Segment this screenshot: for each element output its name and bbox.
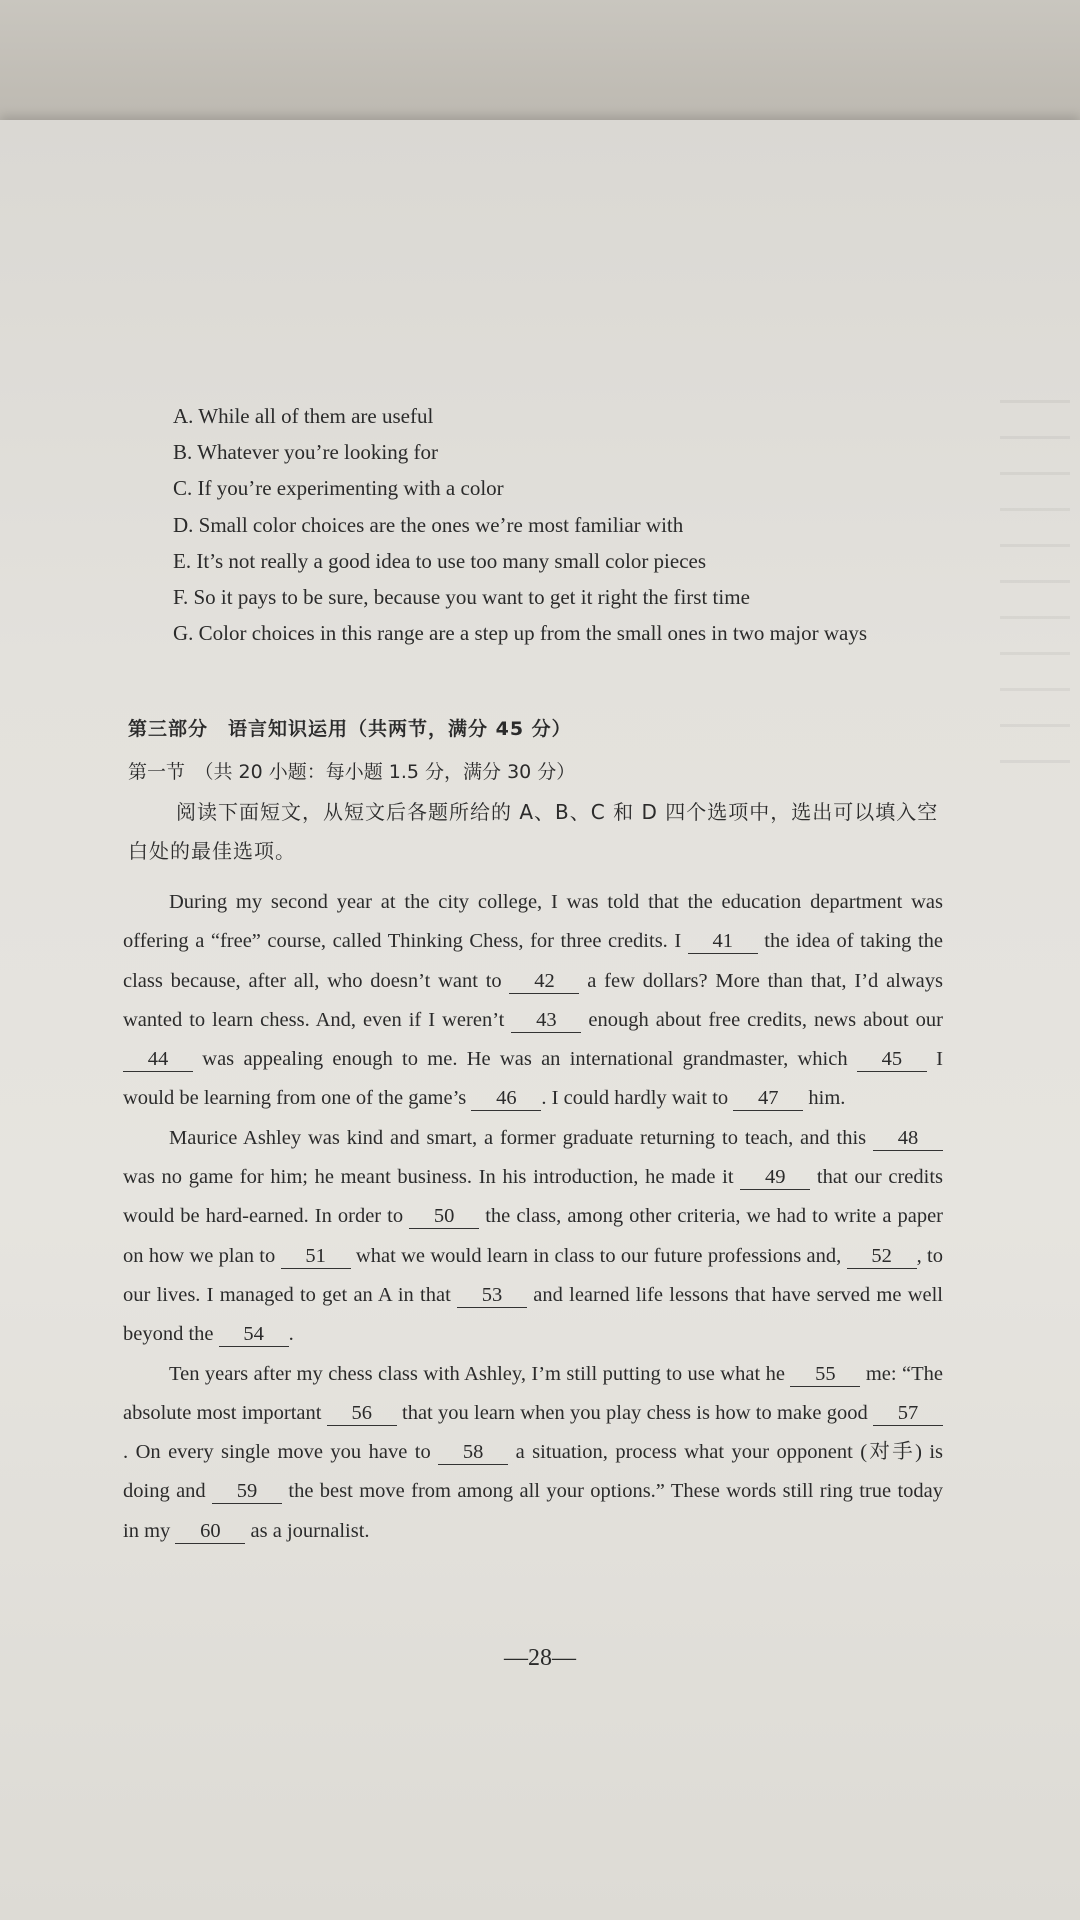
blank-53: 53 — [457, 1283, 527, 1308]
passage-text: . — [288, 1323, 294, 1346]
cloze-passage — [123, 883, 943, 1551]
passage-text: Ten years after my chess class with Ashley, I’m still putting to use what he — [169, 1362, 791, 1385]
passage-text: was no game for him; he meant business. In his introduction, he made it — [123, 1166, 741, 1189]
paragraph-2 — [123, 1119, 943, 1355]
blank-54: 54 — [219, 1322, 289, 1347]
paragraph-1 — [123, 883, 943, 1119]
option-d: D. Small color choices are the ones we’re most familiar with — [173, 512, 684, 537]
blank-47: 47 — [733, 1086, 803, 1111]
blank-52: 52 — [847, 1244, 917, 1269]
passage-text: . I could hardly wait to — [541, 1087, 734, 1110]
directions-text: 阅读下面短文，从短文后各题所给的 A、B、C 和 D 四个选项中，选出可以填入空白处的最佳选项。 — [128, 800, 939, 863]
passage-text: , to our lives. I managed to get an A in that — [123, 1244, 944, 1306]
blank-58: 58 — [438, 1440, 508, 1465]
passage-text: was appealing enough to me. He was an international grandmaster, which — [193, 1048, 857, 1071]
blank-59: 59 — [212, 1479, 282, 1504]
blank-55: 55 — [790, 1362, 860, 1387]
option-a: A. While all of them are useful — [173, 404, 434, 428]
passage-text: the best move from among all your options.” These words still ring true today in my — [123, 1480, 943, 1542]
passage-text: enough about free credits, news about our — [581, 1008, 944, 1031]
passage-text: a situation, process what your opponent (对手) is doing and — [123, 1441, 944, 1503]
paragraph-3 — [123, 1355, 943, 1551]
blank-57: 57 — [873, 1401, 943, 1426]
passage-text: a few dollars? More than that, I’d always wanted to learn chess. And, even if I weren’t — [123, 969, 943, 1031]
passage-text: what we would learn in class to our future professions and, — [350, 1244, 847, 1267]
blank-49: 49 — [740, 1165, 810, 1190]
passage-text: the idea of taking the class because, after all, who doesn’t want to — [123, 930, 943, 992]
bleed-through-text — [1000, 400, 1070, 780]
blank-50: 50 — [409, 1204, 479, 1229]
blank-43: 43 — [511, 1008, 581, 1033]
passage-text: that our credits would be hard-earned. In order to — [123, 1166, 943, 1228]
option-g: G. Color choices in this range are a step up from the small ones in two major ways — [173, 621, 868, 646]
passage-text: Maurice Ashley was kind and smart, a former graduate returning to teach, and this — [169, 1126, 873, 1149]
page-number: —28— — [504, 1645, 576, 1671]
option-b: B. Whatever you’re looking for — [173, 440, 438, 465]
option-f: F. So it pays to be sure, because you want to get it right the first time — [173, 585, 750, 610]
part-heading: 第三部分 语言知识运用（共两节，满分 45 分） — [128, 718, 572, 740]
blank-42: 42 — [509, 969, 579, 994]
passage-text: During my second year at the city college, I was told that the education department was offering a “free” course, called Thinking Chess, for three credits. I — [123, 891, 943, 953]
passage-text: me: “The absolute most important — [123, 1362, 943, 1424]
section-heading: 第一节 （共 20 小题：每小题 1.5 分，满分 30 分） — [128, 761, 576, 783]
passage-text: and learned life lessons that have served me well beyond the — [123, 1283, 943, 1346]
blank-46: 46 — [471, 1086, 541, 1111]
passage-text: as a journalist. — [245, 1519, 370, 1542]
passage-text: I would be learning from one of the game’s — [123, 1048, 943, 1110]
blank-45: 45 — [857, 1047, 927, 1072]
passage-text: that you learn when you play chess is how to make good — [396, 1401, 873, 1424]
blank-44: 44 — [123, 1047, 193, 1072]
option-c: C. If you’re experimenting with a color — [173, 476, 504, 501]
passage-text: the class, among other criteria, we had to write a paper on how we plan to — [123, 1205, 943, 1267]
answer-options-list — [173, 398, 867, 651]
blank-60: 60 — [175, 1519, 245, 1544]
passage-text: him. — [803, 1087, 846, 1110]
blank-48: 48 — [873, 1126, 943, 1151]
background-surface — [0, 0, 1080, 120]
blank-56: 56 — [327, 1401, 397, 1426]
blank-51: 51 — [281, 1244, 351, 1269]
option-e: E. It’s not really a good idea to use too many small color pieces — [173, 548, 707, 573]
blank-41: 41 — [688, 929, 758, 954]
passage-text: . On every single move you have to — [123, 1441, 439, 1464]
